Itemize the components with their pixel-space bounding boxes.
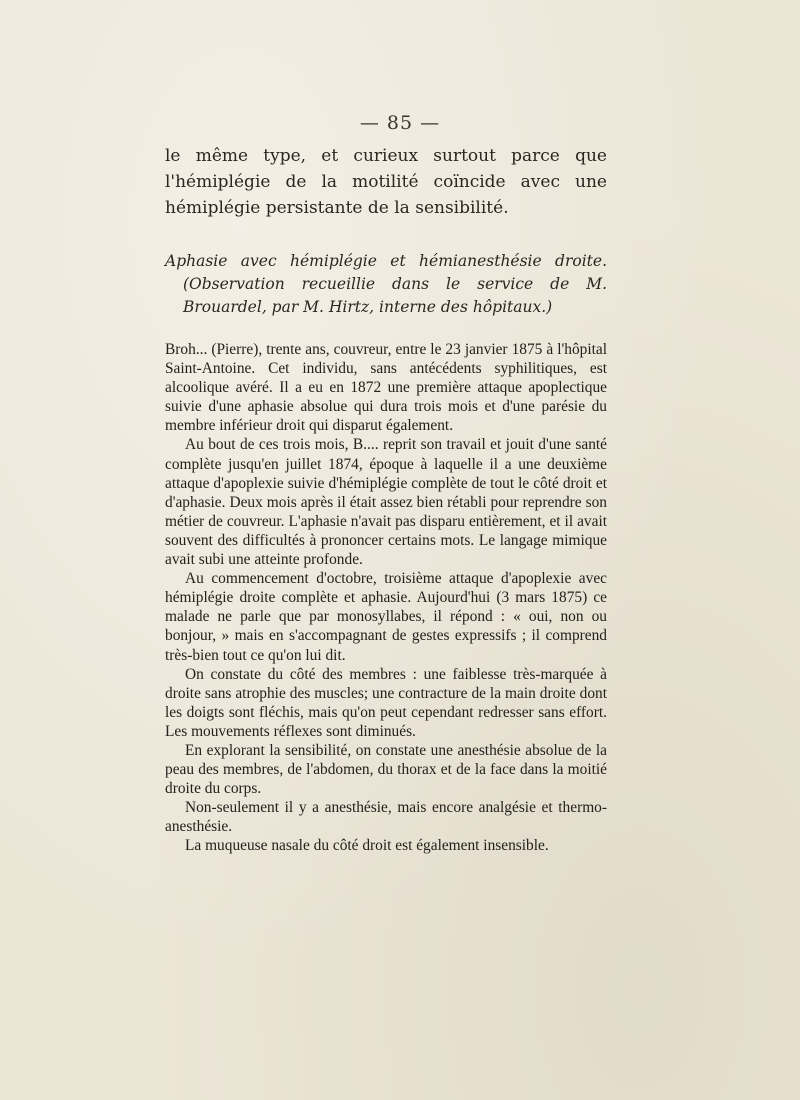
body-paragraph: Au commencement d'octobre, troisième attaque d'apoplexie avec hémiplégie droite complète et aphasie. Aujourd'hui (3 mars 1875) ce malade ne parle que par monosyllabes, il répond : « oui, non ou bonjour, » mais en s'accompagnant de gestes expressifs ; il comprend très-bien tout ce qu'on lui dit. bbox=[165, 570, 607, 664]
body-paragraph: En explorant la sensibilité, on constate une anesthésie absolue de la peau des membres, de l'abdomen, du thorax et de la face dans la moitié droite du corps. bbox=[165, 741, 607, 798]
body-paragraph: La muqueuse nasale du côté droit est également insensible. bbox=[185, 837, 549, 855]
body-paragraph: Non-seulement il y a anesthésie, mais encore analgésie et thermo-anesthésie. bbox=[165, 799, 607, 836]
page-number: — 85 — bbox=[359, 112, 441, 134]
body-paragraph: Broh... (Pierre), trente ans, couvreur, entre le 23 janvier 1875 à l'hôpital Saint-Antoine. Cet individu, sans antécédents syphilitiques, est alcoolique avéré. Il a eu en 1872 une première attaque apoplectique suivie d'une aphasie absolue qui dura trois mois et d'une parésie du membre inférieur droit qui disparut également. bbox=[165, 341, 607, 435]
body-paragraph: Au bout de ces trois mois, B.... reprit son travail et jouit d'une santé complète jusqu'en juillet 1874, époque à laquelle il a une deuxième attaque d'apoplexie suivie d'hémiplégie complète de tout le côté droit et d'aphasie. Deux mois après il était assez bien rétabli pour reprendre son métier de couvreur. L'aphasie n'avait pas disparu entièrement, et il avait souvent des difficultés à prononcer certains mots. Le langage mimique avait subi une atteinte profonde. bbox=[165, 436, 607, 569]
observation-body bbox=[165, 340, 607, 856]
body-paragraph: On constate du côté des membres : une faiblesse très-marquée à droite sans atrophie des muscles; une contracture de la main droite dont les doigts sont fléchis, mais qu'on peut cependant redresser sans effort. Les mouvements réflexes sont diminués. bbox=[165, 665, 607, 740]
intro-paragraph: le même type, et curieux surtout parce que l'hémiplégie de la motilité coïncide avec une hémiplégie persistante de la sensibilité. bbox=[165, 146, 607, 218]
observation-heading bbox=[165, 250, 607, 319]
intro-block bbox=[165, 143, 607, 221]
observation-heading-text: Aphasie avec hémiplégie et hémianesthésie droite. (Observation recueillie dans le service de M. Brouardel, par M. Hirtz, interne des hôpitaux.) bbox=[165, 252, 607, 316]
